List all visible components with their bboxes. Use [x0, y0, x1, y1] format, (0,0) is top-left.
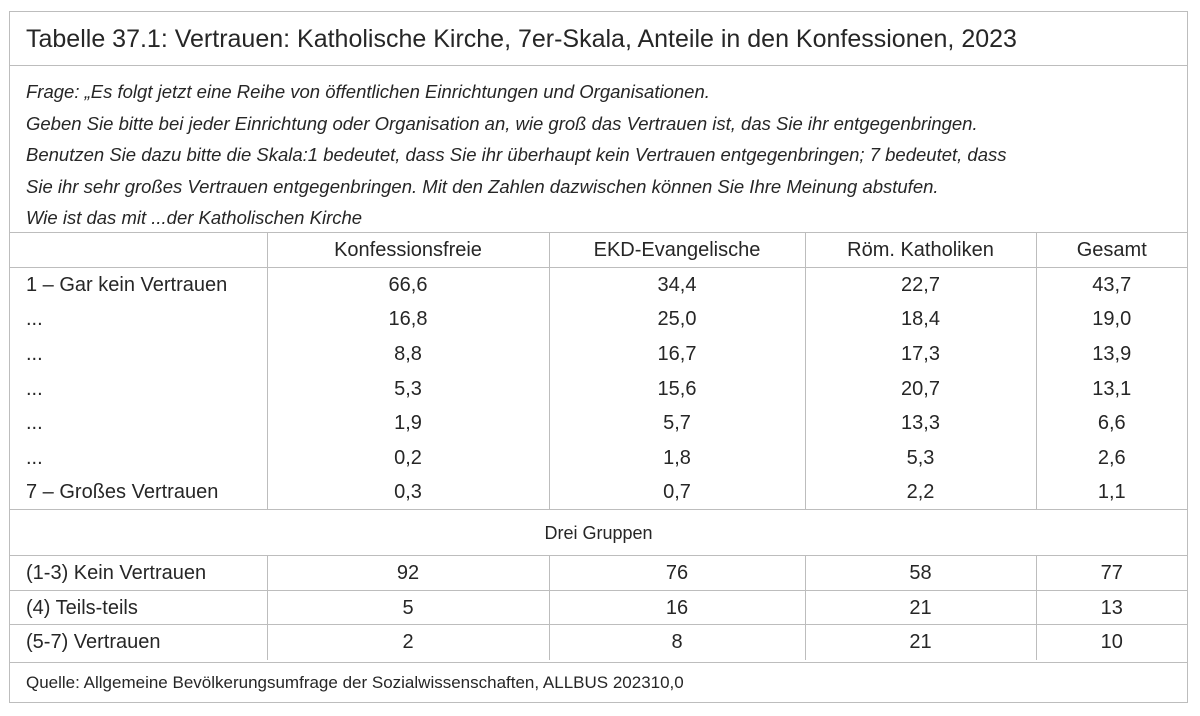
groups-heading-row — [10, 510, 1187, 556]
cell-value: 77 — [1100, 562, 1123, 585]
cell-value: 22,7 — [901, 274, 940, 297]
table-cell — [1036, 302, 1187, 337]
cell-value: 25,0 — [657, 308, 697, 331]
row-label: 7 – Großes Vertrauen — [10, 475, 267, 510]
source-note: Quelle: Allgemeine Bevölkerungsumfrage der Sozialwissenschaften, ALLBUS 202310,0 — [10, 662, 1187, 702]
column-header-ekd-evangelische: EKD-Evangelische — [549, 233, 805, 268]
table-cell — [1036, 441, 1187, 476]
table-cell — [267, 625, 549, 660]
cell-value: 5,7 — [663, 412, 691, 435]
cell-value: 0,2 — [394, 446, 422, 469]
table-cell — [1036, 371, 1187, 406]
table-row — [10, 406, 1187, 441]
column-header-konfessionsfreie: Konfessionsfreie — [267, 233, 549, 268]
row-label: ... — [10, 302, 267, 337]
cell-value: 5 — [402, 596, 414, 619]
row-label: ... — [10, 406, 267, 441]
table-row — [10, 590, 1187, 625]
table-cell — [805, 302, 1036, 337]
table-cell — [805, 441, 1036, 476]
table-cell — [267, 441, 549, 476]
table-cell — [549, 625, 805, 660]
column-header-katholiken: Röm. Katholiken — [805, 233, 1036, 268]
table-row — [10, 302, 1187, 337]
table-cell — [805, 371, 1036, 406]
cell-value: 92 — [396, 562, 420, 585]
table-cell — [267, 556, 549, 591]
row-label: (5-7) Vertrauen — [10, 625, 267, 660]
table-row — [10, 625, 1187, 660]
question-line: Wie ist das mit ...der Katholischen Kirche — [26, 207, 363, 229]
table-cell — [267, 302, 549, 337]
groups-heading: Drei Gruppen — [10, 510, 1187, 556]
cell-value: 43,7 — [1092, 274, 1132, 297]
cell-value: 58 — [909, 562, 932, 585]
cell-value: 21 — [909, 631, 932, 654]
question-line: Frage: „Es folgt jetzt eine Reihe von öffentlichen Einrichtungen und Organisationen. — [26, 81, 710, 102]
cell-value: 0,7 — [663, 481, 691, 504]
cell-value: 2,6 — [1097, 446, 1126, 469]
cell-value: 16,8 — [388, 308, 428, 331]
cell-value: 1,8 — [663, 446, 691, 469]
cell-value: 13,3 — [901, 412, 940, 435]
table-row — [10, 441, 1187, 476]
cell-value: 20,7 — [901, 377, 940, 400]
row-label: ... — [10, 337, 267, 372]
cell-value: 16,7 — [657, 343, 697, 366]
row-label: ... — [10, 371, 267, 406]
table-cell — [549, 302, 805, 337]
table-cell — [549, 590, 805, 625]
cell-value: 76 — [665, 562, 689, 585]
cell-value: 15,6 — [657, 377, 697, 400]
cell-value: 1,9 — [394, 412, 422, 435]
cell-value: 8,8 — [394, 343, 422, 366]
table-cell — [549, 371, 805, 406]
cell-value: 2 — [402, 631, 414, 654]
cell-value: 0,3 — [394, 481, 422, 504]
row-label: ... — [10, 441, 267, 476]
table-cell — [267, 590, 549, 625]
table-cell — [1036, 406, 1187, 441]
question-line: Benutzen Sie dazu bitte die Skala:1 bedeutet, dass Sie ihr überhaupt kein Vertrauen entgegenbringen; 7 bedeutet, dass — [26, 144, 1007, 166]
column-header-empty — [10, 233, 267, 268]
cell-value: 10 — [1100, 631, 1123, 654]
data-table — [10, 233, 1187, 660]
table-cell — [1036, 590, 1187, 625]
cell-value: 34,4 — [657, 274, 697, 297]
table-cell — [805, 590, 1036, 625]
row-label: 1 – Gar kein Vertrauen — [10, 268, 267, 303]
question-line: Sie ihr sehr großes Vertrauen entgegenbringen. Mit den Zahlen dazwischen können Sie Ihre Meinung abstufen. — [26, 175, 939, 197]
cell-value: 21 — [909, 596, 932, 619]
cell-value: 8 — [671, 631, 683, 654]
cell-value: 19,0 — [1092, 308, 1132, 331]
table-cell — [805, 556, 1036, 591]
table-cell — [549, 337, 805, 372]
table-cell — [1036, 337, 1187, 372]
table-cell — [1036, 475, 1187, 510]
cell-value: 5,3 — [394, 377, 422, 400]
question-text — [10, 66, 1187, 233]
table-cell — [805, 625, 1036, 660]
header-row — [10, 233, 1187, 268]
question-line: Geben Sie bitte bei jeder Einrichtung oder Organisation an, wie groß das Vertrauen ist, das Sie ihr entgegenbringen. — [26, 112, 978, 134]
table-row — [10, 475, 1187, 510]
cell-value: 6,6 — [1097, 412, 1126, 435]
table-cell — [549, 475, 805, 510]
cell-value: 13 — [1100, 596, 1123, 619]
column-header-gesamt: Gesamt — [1036, 233, 1187, 268]
table-cell — [267, 371, 549, 406]
cell-value: 2,2 — [906, 481, 935, 504]
cell-value: 1,1 — [1097, 481, 1126, 504]
table-cell — [549, 406, 805, 441]
table-cell — [1036, 625, 1187, 660]
cell-value: 5,3 — [906, 446, 935, 469]
table-cell — [549, 441, 805, 476]
table-cell — [267, 337, 549, 372]
table-title: Tabelle 37.1: Vertrauen: Katholische Kirche, 7er-Skala, Anteile in den Konfessionen, 2023 — [10, 12, 1187, 66]
table-row — [10, 337, 1187, 372]
table-cell — [267, 406, 549, 441]
cell-value: 13,1 — [1092, 377, 1132, 400]
table-cell — [549, 268, 805, 303]
cell-value: 13,9 — [1092, 343, 1132, 366]
table-cell — [1036, 556, 1187, 591]
cell-value: 66,6 — [388, 274, 428, 297]
table-cell — [1036, 268, 1187, 303]
table-cell — [805, 337, 1036, 372]
cell-value: 17,3 — [901, 343, 940, 366]
table-row — [10, 371, 1187, 406]
table-cell — [549, 556, 805, 591]
table-frame — [9, 11, 1188, 703]
table-cell — [805, 406, 1036, 441]
table-cell — [267, 268, 549, 303]
row-label: (1-3) Kein Vertrauen — [10, 556, 267, 591]
row-label: (4) Teils-teils — [10, 590, 267, 625]
table-cell — [267, 475, 549, 510]
table-cell — [805, 475, 1036, 510]
cell-value: 18,4 — [901, 308, 940, 331]
table-cell — [805, 268, 1036, 303]
cell-value: 16 — [665, 596, 689, 619]
table-row — [10, 556, 1187, 591]
table-row — [10, 268, 1187, 303]
